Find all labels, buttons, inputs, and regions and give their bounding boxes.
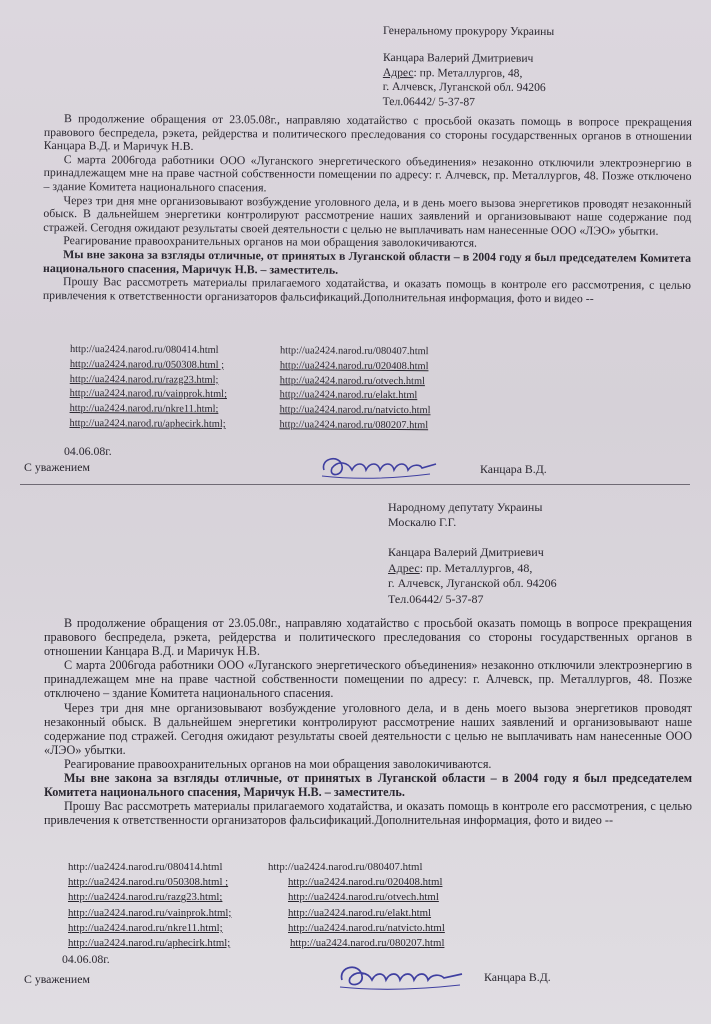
paragraph: С марта 2006года работники ООО «Луганского энергетического объединения» незаконно отключили электроэнергию в принадлежащем мне на праве частной собственности помещении по адресу: г. Алчевск, пр. Металлургов, 48. Позже отключено – здание Комитета национального спасения. xyxy=(43,151,692,195)
letter-date: 04.06.08г. xyxy=(62,952,110,966)
recipient-line1: Народному депутату Украины xyxy=(388,500,543,514)
sender-address: Адрес: пр. Металлургов, 48, xyxy=(382,65,523,80)
link[interactable]: http://ua2424.narod.ru/020408.html xyxy=(279,360,429,372)
link[interactable]: http://ua2424.narod.ru/020408.html xyxy=(288,876,443,889)
link[interactable]: http://ua2424.narod.ru/080207.html xyxy=(279,419,429,432)
link[interactable]: http://ua2424.narod.ru/080407.html xyxy=(268,861,423,873)
link[interactable]: http://ua2424.narod.ru/elakt.html xyxy=(288,906,432,919)
sender-block xyxy=(388,545,557,607)
link-row xyxy=(68,921,488,936)
link[interactable]: http://ua2424.narod.ru/aphecirk.html; xyxy=(68,936,231,949)
link[interactable]: http://ua2424.narod.ru/080414.html xyxy=(69,343,219,356)
request-paragraph: Прошу Вас рассмотреть материалы прилагаемого ходатайства, и оказать помощь в контроле его рассмотрения, с целью привлечения к ответственности организаторов фальсификаций.Дополнительная информация, фото и видео -- xyxy=(44,799,692,828)
link-row xyxy=(68,936,488,951)
link[interactable]: http://ua2424.narod.ru/vainprok.html; xyxy=(68,906,232,919)
sender-phone: Тел.06442/ 5-37-87 xyxy=(382,94,476,109)
paragraph: В продолжение обращения от 23.05.08г., направляю ходатайство с просьбой оказать помощь в вопросе прекращения правового беспредела, рэкета, рейдерства и политического преследования со стороны государственных органов в отношении Канцара В.Д. и Маричук Н.В. xyxy=(44,616,692,659)
link[interactable]: http://ua2424.narod.ru/080207.html xyxy=(290,936,445,949)
recipient-block xyxy=(388,500,542,530)
letter-deputy xyxy=(0,484,711,1024)
link[interactable]: http://ua2424.narod.ru/elakt.html xyxy=(279,389,418,402)
paragraph: Реагирование правоохранительных органов на мои обращения заволокичиваются. xyxy=(63,233,478,250)
link-row xyxy=(68,875,488,890)
link[interactable]: http://ua2424.narod.ru/aphecirk.html; xyxy=(69,417,226,430)
link-list xyxy=(69,343,490,434)
link[interactable]: http://ua2424.narod.ru/nkre11.html; xyxy=(69,403,219,416)
link-row xyxy=(68,890,488,905)
sender-name: Канцара Валерий Дмитриевич xyxy=(388,545,544,559)
paragraph: Реагирование правоохранительных органов на мои обращения заволокичиваются. xyxy=(64,756,492,771)
recipient-line2: Москалю Г.Г. xyxy=(388,515,457,529)
link[interactable]: http://ua2424.narod.ru/080414.html xyxy=(68,861,223,873)
paragraph: Через три дня мне организовывают возбуждение уголовного дела, и в день моего вызова энергетиков проводят незаконный обыск. В дальнейшем энергетики контролируют рассмотрение наших заявлений и организовывают наше содержание под стражей. Сегодня ожидают результаты своей деятельности с целью не выплачивать нам нанесенные ООО «ЛЭО» убытки. xyxy=(43,192,692,238)
sender-city: г. Алчевск, Луганской обл. 94206 xyxy=(382,79,546,94)
link-row xyxy=(69,417,489,434)
paragraph: В продолжение обращения от 23.05.08г., направляю ходатайство с просьбой оказать помощь в вопросе прекращения правового беспредела, рэкета, рейдерства и политического преследования со стороны государственных органов в отношении Канцара В.Д. и Маричук Н.В. xyxy=(43,111,692,154)
signature-image xyxy=(318,448,438,484)
recipient: Генеральному прокурору Украины xyxy=(382,24,555,39)
link-row xyxy=(68,860,488,875)
closing-regards: С уважением xyxy=(24,972,90,986)
link-list xyxy=(68,860,488,951)
closing-regards: С уважением xyxy=(24,460,90,474)
link[interactable]: http://ua2424.narod.ru/natvicto.html xyxy=(288,921,445,934)
link[interactable]: http://ua2424.narod.ru/050308.html ; xyxy=(68,876,229,889)
link[interactable]: http://ua2424.narod.ru/otvech.html xyxy=(279,374,425,387)
letter-body xyxy=(43,112,692,306)
link[interactable]: http://ua2424.narod.ru/otvech.html xyxy=(288,891,439,904)
sender-name: Канцара Валерий Дмитриевич xyxy=(382,51,534,65)
link[interactable]: http://ua2424.narod.ru/080407.html xyxy=(279,345,429,358)
bold-paragraph: Мы вне закона за взгляды отличные, от принятых в Луганской области – в 2004 году я был председателем Комитета национального спасения, Маричук Н.В. – заместитель. xyxy=(43,247,692,277)
bold-paragraph: Мы вне закона за взгляды отличные, от принятых в Луганской области – в 2004 году я был председателем Комитета национального спасения, Маричук Н.В. – заместитель. xyxy=(44,771,692,800)
paragraph: Через три дня мне организовывают возбуждение уголовного дела, и в день моего вызова энергетиков проводят незаконный обыск. В дальнейшем энергетики контролируют рассмотрение наших заявлений и организовывают наше содержание под стражей. Сегодня ожидают результаты своей деятельности с целью не выплачивать нам нанесенные ООО «ЛЭО» убытки. xyxy=(44,700,692,757)
letter-prosecutor xyxy=(0,0,711,484)
link[interactable]: http://ua2424.narod.ru/050308.html ; xyxy=(69,358,225,371)
sender-phone: Тел.06442/ 5-37-87 xyxy=(388,591,484,606)
paragraph: С марта 2006года работники ООО «Луганского энергетического объединения» незаконно отключили электроэнергию в принадлежащем мне на праве частной собственности помещении по адресу: г. Алчевск, пр. Металлургов, 48. Позже отключено – здание Комитета национального спасения. xyxy=(44,658,692,701)
letter-body xyxy=(44,616,692,827)
link[interactable]: http://ua2424.narod.ru/razg23.html; xyxy=(69,373,219,386)
link[interactable]: http://ua2424.narod.ru/nkre11.html; xyxy=(68,921,223,934)
link[interactable]: http://ua2424.narod.ru/vainprok.html; xyxy=(69,388,228,401)
link-row xyxy=(68,906,488,921)
signer-name: Канцара В.Д. xyxy=(484,970,551,984)
link[interactable]: http://ua2424.narod.ru/razg23.html; xyxy=(68,891,223,904)
sender-address: Адрес: пр. Металлургов, 48, xyxy=(388,560,533,575)
link[interactable]: http://ua2424.narod.ru/natvicto.html xyxy=(279,404,431,417)
signer-name: Канцара В.Д. xyxy=(480,462,547,476)
signature-image xyxy=(336,956,466,996)
request-paragraph: Прошу Вас рассмотреть материалы прилагаемого ходатайства, и оказать помощь в контроле его рассмотрения, с целью привлечения к ответственности организаторов фальсификаций.Дополнительная информация, фото и видео -- xyxy=(42,274,691,306)
recipient-block xyxy=(383,24,554,40)
sender-city: г. Алчевск, Луганской обл. 94206 xyxy=(388,576,557,590)
sender-block xyxy=(383,51,546,110)
letter-date: 04.06.08г. xyxy=(64,444,112,458)
